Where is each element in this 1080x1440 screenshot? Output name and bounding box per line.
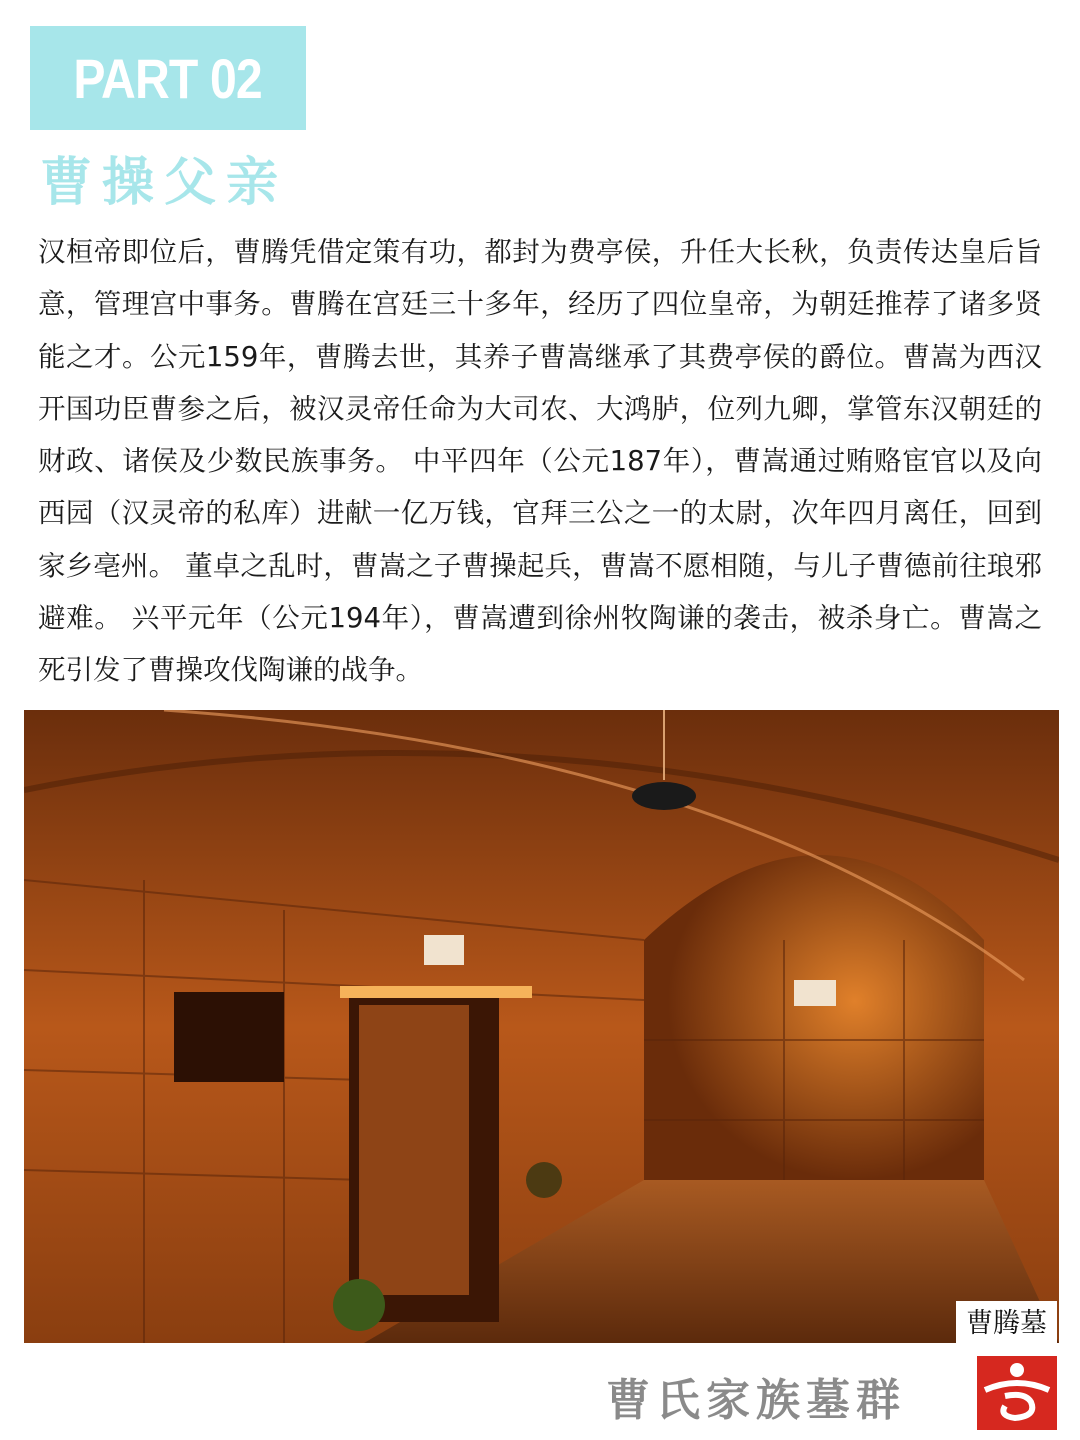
part-badge: [30, 26, 306, 130]
article-body: 汉桓帝即位后，曹腾凭借定策有功，都封为费亭侯，升任大长秋，负责传达皇后旨意，管理宫中事务。曹腾在宫廷三十多年，经历了四位皇帝，为朝廷推荐了诸多贤能之才。公元159年，曹腾去世，其养子曹嵩继承了其费亭侯的爵位。曹嵩为西汉开国功臣曹参之后，被汉灵帝任命为大司农、大鸿胪，位列九卿，掌管东汉朝廷的财政、诸侯及少数民族事务。 中平四年（公元187年），曹嵩通过贿赂宦官以及向西园（汉灵帝的私库）进献一亿万钱，官拜三公之一的太尉，次年四月离任，回到家乡亳州。 董卓之乱时，曹嵩之子曹操起兵，曹嵩不愿相随，与儿子曹德前往琅邪避难。 兴平元年（公元194年），曹嵩遭到徐州牧陶谦的袭击，被杀身亡。曹嵩之死引发了曹操攻伐陶谦的战争。: [38, 236, 1042, 687]
tomb-chamber-illustration: [24, 710, 1059, 1343]
part-label: PART 02: [73, 46, 263, 110]
logo-mark-icon: [977, 1356, 1057, 1430]
footer-title: 曹氏家族墓群: [606, 1375, 906, 1426]
brand-logo: [977, 1356, 1057, 1430]
section-title: 曹操父亲: [40, 152, 289, 213]
photo-caption: 曹腾墓: [956, 1301, 1057, 1343]
tomb-photo: [24, 710, 1059, 1343]
